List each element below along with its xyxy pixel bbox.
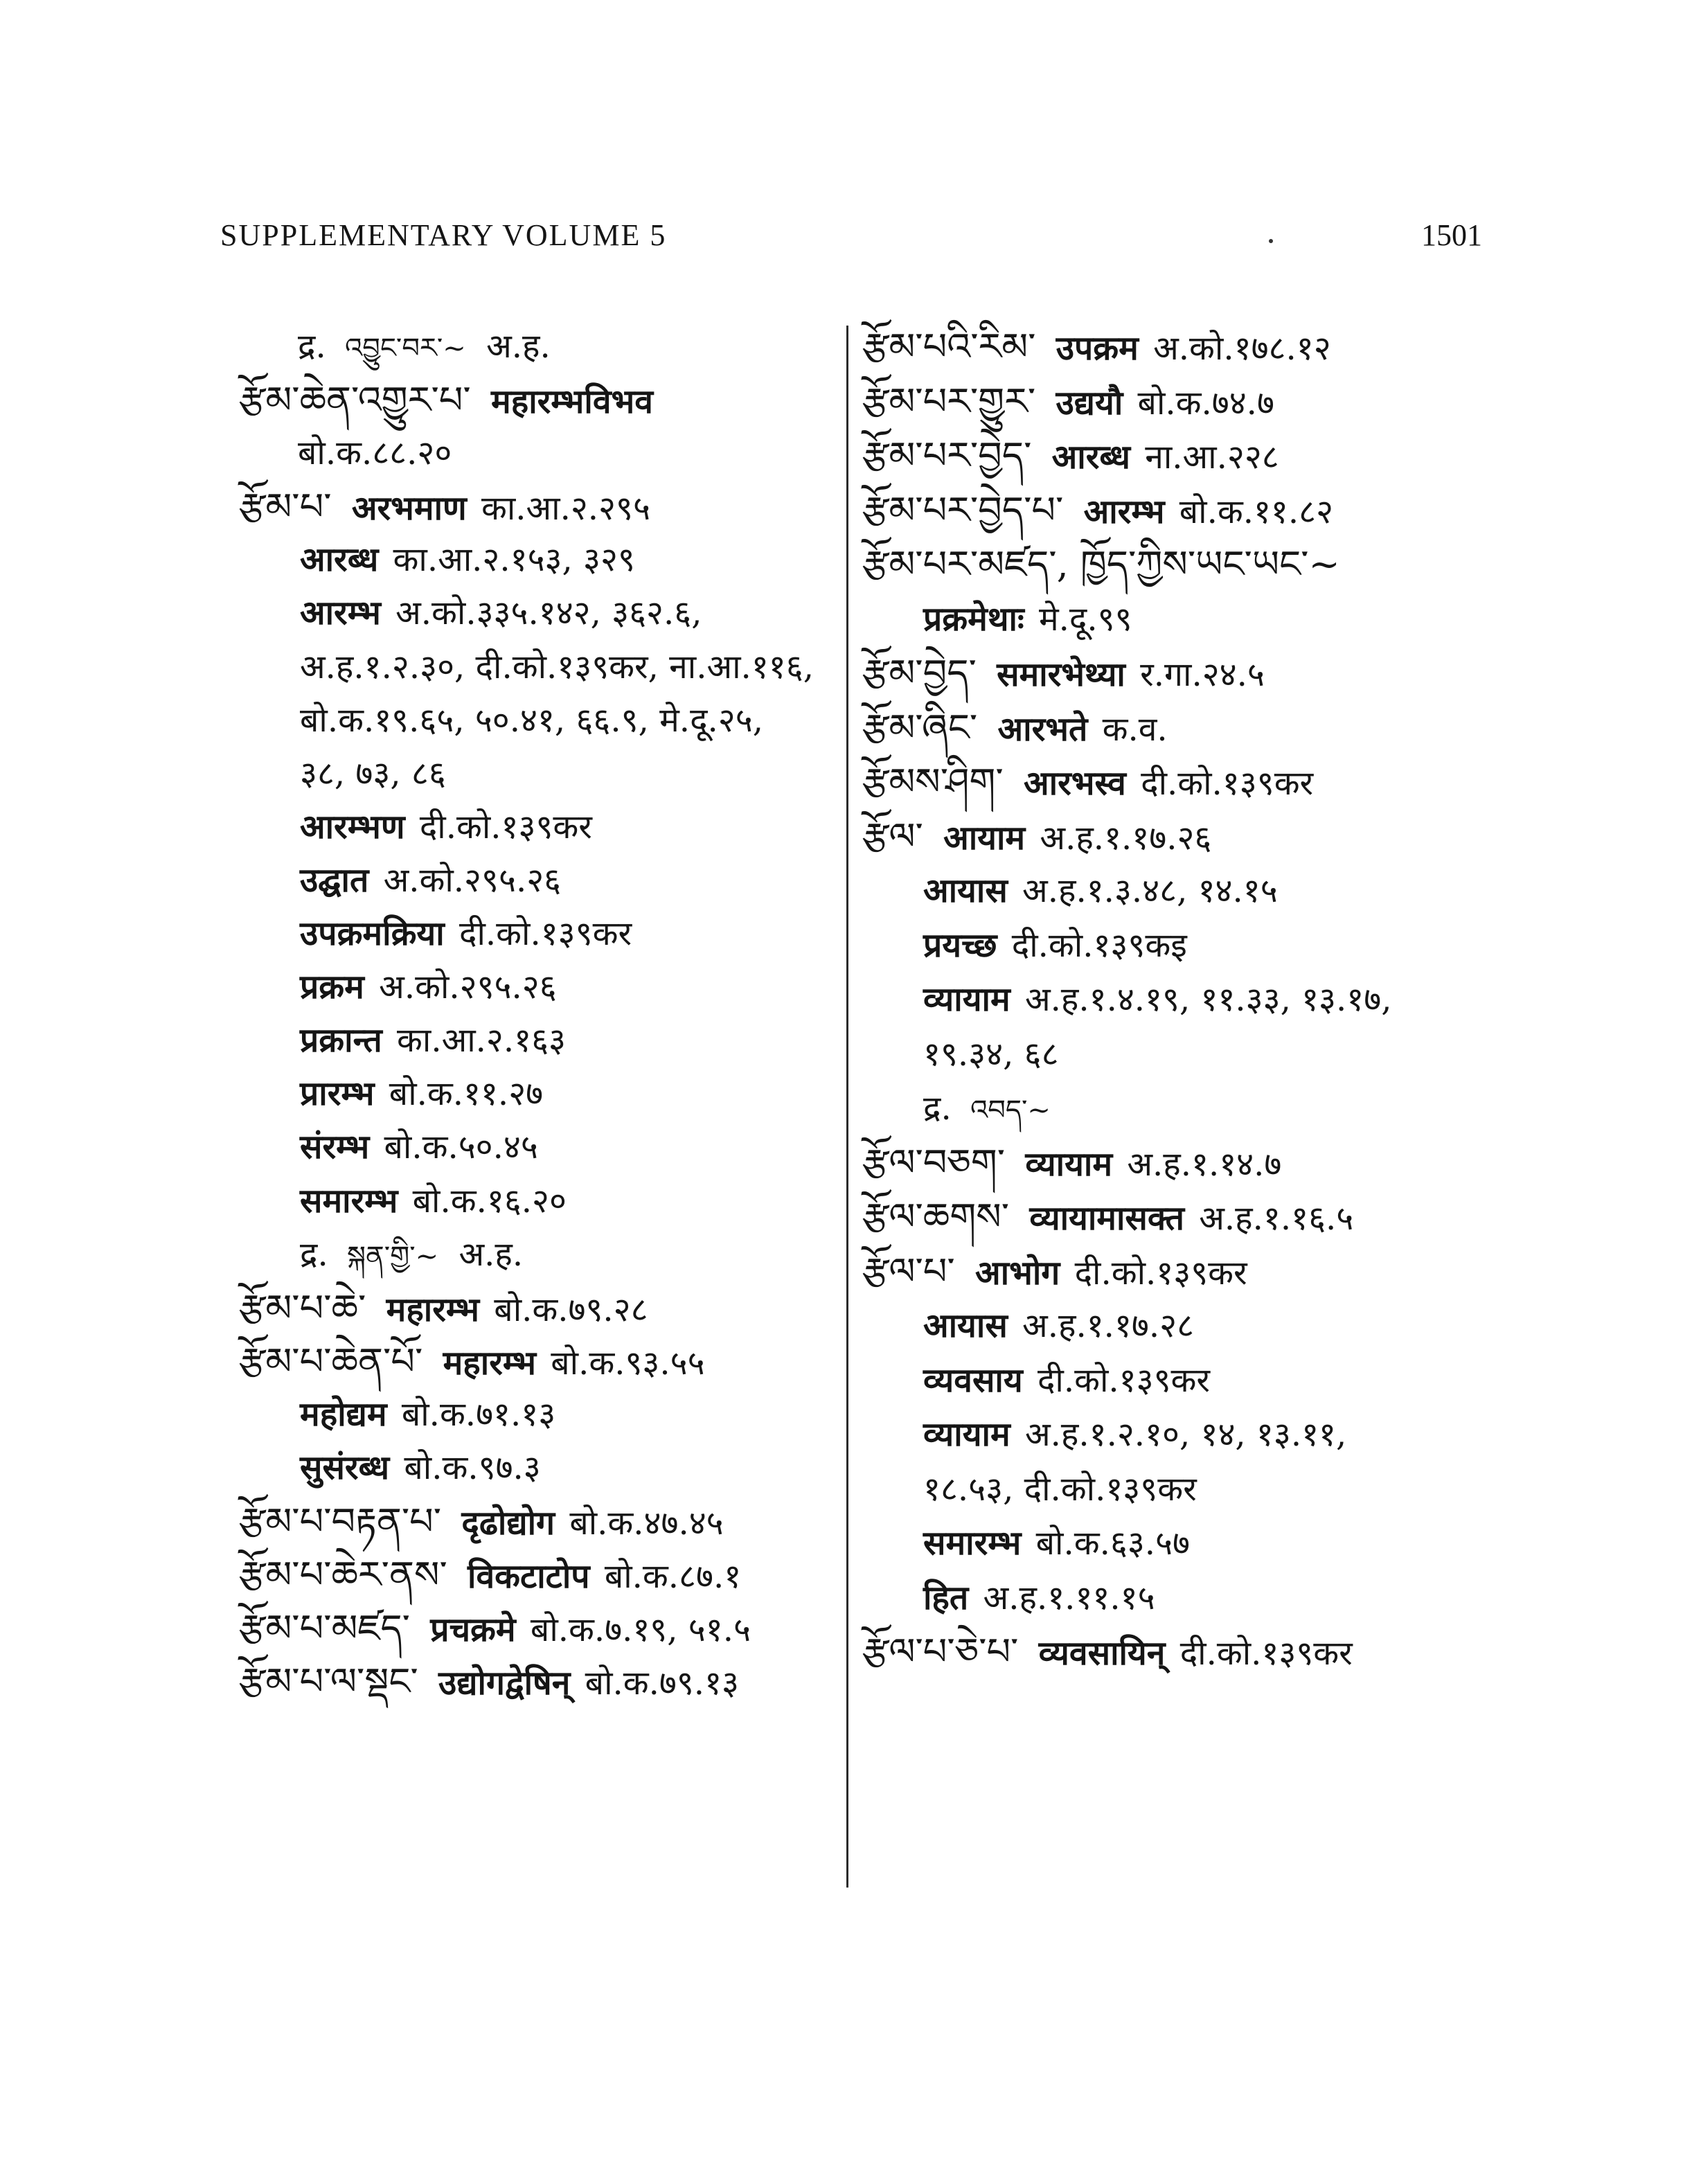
sanskrit-equivalent: आरम्भ [300,594,381,633]
source-reference: का.आ.२.१५३, ३२९ [393,540,635,580]
entry-line [862,1516,1486,1571]
sanskrit-equivalent: व्यवसायिन् [1038,1634,1166,1673]
source-reference: अ.ह.१.४.१९, ११.३३, १३.१७, [1024,980,1392,1019]
source-reference: ना.आ.२२८ [1145,438,1279,477]
tibetan-headword: རྩོམ་པ་ལ་སྡང་ [239,1660,418,1704]
entry-line [862,918,1486,973]
entry-line [239,641,835,694]
entry-line [239,1388,835,1441]
sanskrit-equivalent: प्रयच्छ [923,925,997,965]
entry-line [239,801,835,854]
dictionary-entry [862,810,1486,864]
sanskrit-equivalent: हित [923,1578,969,1617]
tibetan-headword: རྩོམ་པ་ཆེན་པོ་ [239,1339,423,1383]
source-reference: बो.क.९३.५५ [551,1343,705,1383]
source-reference: बो.क.११.८२ [1179,492,1334,531]
sanskrit-equivalent: व्यायाम [923,980,1010,1019]
source-reference: अ.को.२९५.२६ [383,860,562,900]
sanskrit-equivalent: उद्ययौ [1056,383,1123,423]
dictionary-entry [862,483,1486,538]
entry-line [862,864,1486,918]
sanskrit-equivalent: व्यवसाय [923,1360,1023,1400]
entry-line [862,1299,1486,1353]
sanskrit-equivalent: आयास [923,871,1008,910]
source-reference: दी.को.१३९कर [1141,764,1314,803]
dictionary-entry [862,701,1486,756]
tibetan-headword: རྩོམ་པ་མཛད་ [239,1606,410,1651]
entry-line [239,587,835,640]
entry-line [239,1228,835,1281]
dictionary-entry [862,375,1486,429]
source-reference: का.आ.२.२९५ [481,489,650,529]
sanskrit-equivalent: महारम्भ [386,1290,480,1329]
entry-line [862,1571,1486,1626]
source-reference: बो.क.८८.२० [298,434,452,473]
source-reference: दी.को.१३९कर [458,914,632,954]
sanskrit-equivalent: आरम्भ [1083,492,1165,531]
source-reference: १८.५३, दी.को.१३९कर [923,1469,1197,1509]
sanskrit-equivalent: समारम्भ [300,1181,398,1220]
source-reference: अ.ह. [458,1234,524,1274]
source-reference: बो.क.७४.७ [1137,383,1274,423]
source-reference: बो.क.८७.१ [604,1557,742,1597]
entry-line [239,1175,835,1228]
entry-line [862,592,1486,647]
sanskrit-equivalent: उपक्रमक्रिया [300,914,445,954]
sanskrit-equivalent: उद्योगद्वेषिन् [438,1664,571,1703]
source-reference: दी.को.१३९कर [1179,1634,1353,1673]
source-reference: अ.ह.१.१७.२६ [1040,818,1212,858]
sanskrit-equivalent: उपक्रम [1056,329,1139,368]
sanskrit-equivalent: महोद्यम [300,1394,387,1434]
sanskrit-equivalent: विकटाटोप [467,1557,590,1597]
source-reference: बो.क.४७.४५ [569,1504,724,1543]
source-reference: अ.ह.१.१७.२८ [1022,1306,1195,1345]
source-reference: दी.को.१३९कर [419,807,592,846]
sanskrit-equivalent: आरब्ध [300,540,379,580]
entry-line [862,1353,1486,1408]
entry-line [862,1408,1486,1462]
source-reference: बो.क.५०.४५ [384,1128,538,1167]
source-reference: बो.क.६३.५७ [1035,1524,1190,1563]
see-also-prefix: द्र. [300,1234,328,1274]
dictionary-entry [862,646,1486,701]
sanskrit-equivalent: आभोग [975,1253,1060,1293]
entry-line [862,973,1486,1027]
source-reference: दी.को.१३९कर [1074,1253,1247,1293]
tibetan-headword: རྩོམ་པར་བྱེད་ [862,434,1032,477]
column-divider [846,326,848,1888]
entry-line [862,1462,1486,1517]
source-reference: मे.दू.९९ [1038,599,1132,639]
sanskrit-equivalent: व्यायाम [923,1415,1010,1454]
tibetan-headword: རྩོམ་ཞིང་ [862,705,978,749]
tibetan-headword: རྩོམ་པ་ཆེར་ནས་ [239,1553,447,1597]
sanskrit-equivalent: प्रक्रम [300,968,364,1007]
entry-line [862,1081,1486,1136]
source-reference: बो.क.७१.१३ [401,1394,556,1434]
source-reference: अ.ह.१.३.४८, १४.१५ [1022,871,1278,910]
tibetan-headword: རྩོལ་པ་ [862,1249,955,1293]
source-reference: ३८, ७३, ८६ [300,754,446,793]
entry-line [239,533,835,587]
dictionary-entry [239,1281,835,1335]
sanskrit-equivalent: आरब्ध [1051,438,1130,477]
right-column [862,320,1486,1680]
entry-line [239,1014,835,1067]
dictionary-entry [239,1335,835,1388]
tibetan-headword: རྩོལ་བཅག་ [862,1140,1006,1184]
source-reference: अ.ह.१.१४.७ [1127,1144,1282,1184]
dictionary-entry [239,373,835,427]
tibetan-headword: རྩོམ་ཆེན་འགྱུར་པ་ [239,378,471,423]
source-reference: र.गा.२४.५ [1140,655,1265,694]
source-reference: अ.को.२९५.२६ [379,968,557,1007]
source-reference: अ.ह. [486,327,551,366]
dictionary-entry [862,1625,1486,1680]
source-reference: बो.क.७९.२८ [494,1290,648,1329]
source-reference: अ.को.३३५.१४२, ३६२.६, [395,594,702,633]
tibetan-headword: འབད་~ [970,1094,1051,1126]
sanskrit-equivalent: आयास [923,1306,1008,1345]
dictionary-entry [239,1548,835,1601]
entry-line [239,1441,835,1495]
dictionary-entry [862,320,1486,375]
entry-line [239,907,835,961]
tibetan-headword: རྩོལ་པ་ཅེ་པ་ [862,1630,1019,1673]
sanskrit-equivalent: व्यायाम [1025,1144,1113,1184]
source-reference: दी.को.१३९कर [1037,1360,1211,1400]
source-reference: १९.३४, ६८ [923,1034,1059,1074]
dictionary-entry [862,429,1486,483]
entry-line [239,427,835,480]
sanskrit-equivalent: समारभेथ्या [997,655,1125,694]
source-reference: बो.क.१९.६५, ५०.४१, ६६.९, मे.दू.२५, [300,700,763,740]
entry-line [239,1121,835,1174]
dictionary-entry [862,1245,1486,1299]
source-reference: का.आ.२.१६३ [397,1021,566,1060]
sanskrit-equivalent: आरभते [997,709,1088,749]
sanskrit-equivalent: व्यायामासक्त [1029,1199,1184,1238]
tibetan-headword: རྩོལ་ཆགས་ [862,1195,1010,1239]
sanskrit-equivalent: समारम्भ [923,1524,1022,1563]
entry-line [239,694,835,747]
source-reference: दी.को.१३९कइ [1011,925,1187,965]
sanskrit-equivalent: महारम्भविभव [491,382,653,422]
sanskrit-equivalent: उद्घात [300,860,369,900]
entry-line [239,747,835,801]
sanskrit-equivalent: प्रक्रान्त [300,1021,382,1060]
sanskrit-equivalent: अरभमाण [351,489,467,529]
source-reference: अ.ह.१.१६.५ [1199,1199,1354,1238]
dictionary-entry [862,755,1486,810]
source-reference: बो.क.७९.१३ [585,1664,739,1703]
tibetan-headword: རྩོམ་པར་བྱེད་པ་ [862,488,1064,532]
source-reference: बो.क.११.२७ [389,1074,544,1114]
sanskrit-equivalent: आरम्भण [300,807,405,846]
sanskrit-equivalent: सुसंरब्ध [300,1448,390,1487]
dictionary-entry [862,1190,1486,1245]
dictionary-entry [239,1601,835,1655]
tibetan-headword: སྐན་གྱི་~ [347,1240,439,1272]
dictionary-entry [239,1495,835,1548]
left-column [239,320,835,1708]
entry-line [862,1027,1486,1082]
tibetan-headword: རྩོམ་པ་བརྟན་པ་ [239,1500,442,1544]
tibetan-headword: རྩོམ་པ་ཆེ་ [239,1286,366,1330]
entry-line [239,854,835,907]
source-reference: अ.ह.१.२.१०, १४, १३.११, [1024,1415,1347,1454]
page-number: 1501 [1421,218,1482,252]
running-header-title: SUPPLEMENTARY VOLUME 5 [220,218,667,252]
source-reference: अ.ह.१.११.१५ [983,1578,1155,1617]
tibetan-headword: རྩོལ་ [862,814,923,858]
sanskrit-equivalent: संरम्भ [300,1128,370,1167]
tibetan-headword: རྩོམ་པ་ [239,485,332,529]
sanskrit-equivalent: आयाम [943,818,1026,858]
see-also-prefix: द्र. [298,327,326,366]
tibetan-headword: འབྱུང་བར་~ [345,332,466,364]
tibetan-headword: རྩོམ་པའི་རིམ་ [862,325,1036,369]
source-reference: बो.क.७.१९, ५१.५ [530,1610,751,1650]
source-reference: अ.ह.१.२.३०, दी.को.१३९कर, ना.आ.११६, [300,647,814,686]
tibetan-headword: རྩོམ་བྱེད་ [862,651,977,695]
sanskrit-equivalent: प्रचक्रमे [430,1610,516,1650]
source-reference: बो.क.९७.३ [404,1448,541,1487]
entry-line [239,1067,835,1121]
sanskrit-equivalent: प्रक्रमेथाः [923,599,1024,639]
sanskrit-equivalent: दृढोद्योग [461,1504,555,1543]
dictionary-entry [239,480,835,533]
source-reference: अ.को.१७८.१२ [1153,329,1331,368]
sanskrit-equivalent: आरभस्व [1024,764,1126,803]
source-reference: क.व. [1102,709,1168,749]
dictionary-entry [862,1136,1486,1191]
tibetan-headword: རྩོམ་པར་གྱུར་ [862,379,1036,423]
entry-line [239,320,835,373]
header-dot [1269,239,1273,243]
see-also-prefix: द्र. [923,1089,952,1128]
dictionary-entry [862,538,1486,592]
dictionary-entry [239,1655,835,1708]
tibetan-headword: རྩོམས་ཤིག་ [862,760,1004,804]
tibetan-headword: རྩོམ་པར་མཛད་, ཁྱོད་ཀྱིས་ཡང་ཡང་~ [862,542,1340,586]
sanskrit-equivalent: प्रारम्भ [300,1074,375,1114]
sanskrit-equivalent: महारम्भ [443,1343,536,1383]
entry-line [239,961,835,1014]
source-reference: बो.क.१६.२० [412,1181,567,1220]
